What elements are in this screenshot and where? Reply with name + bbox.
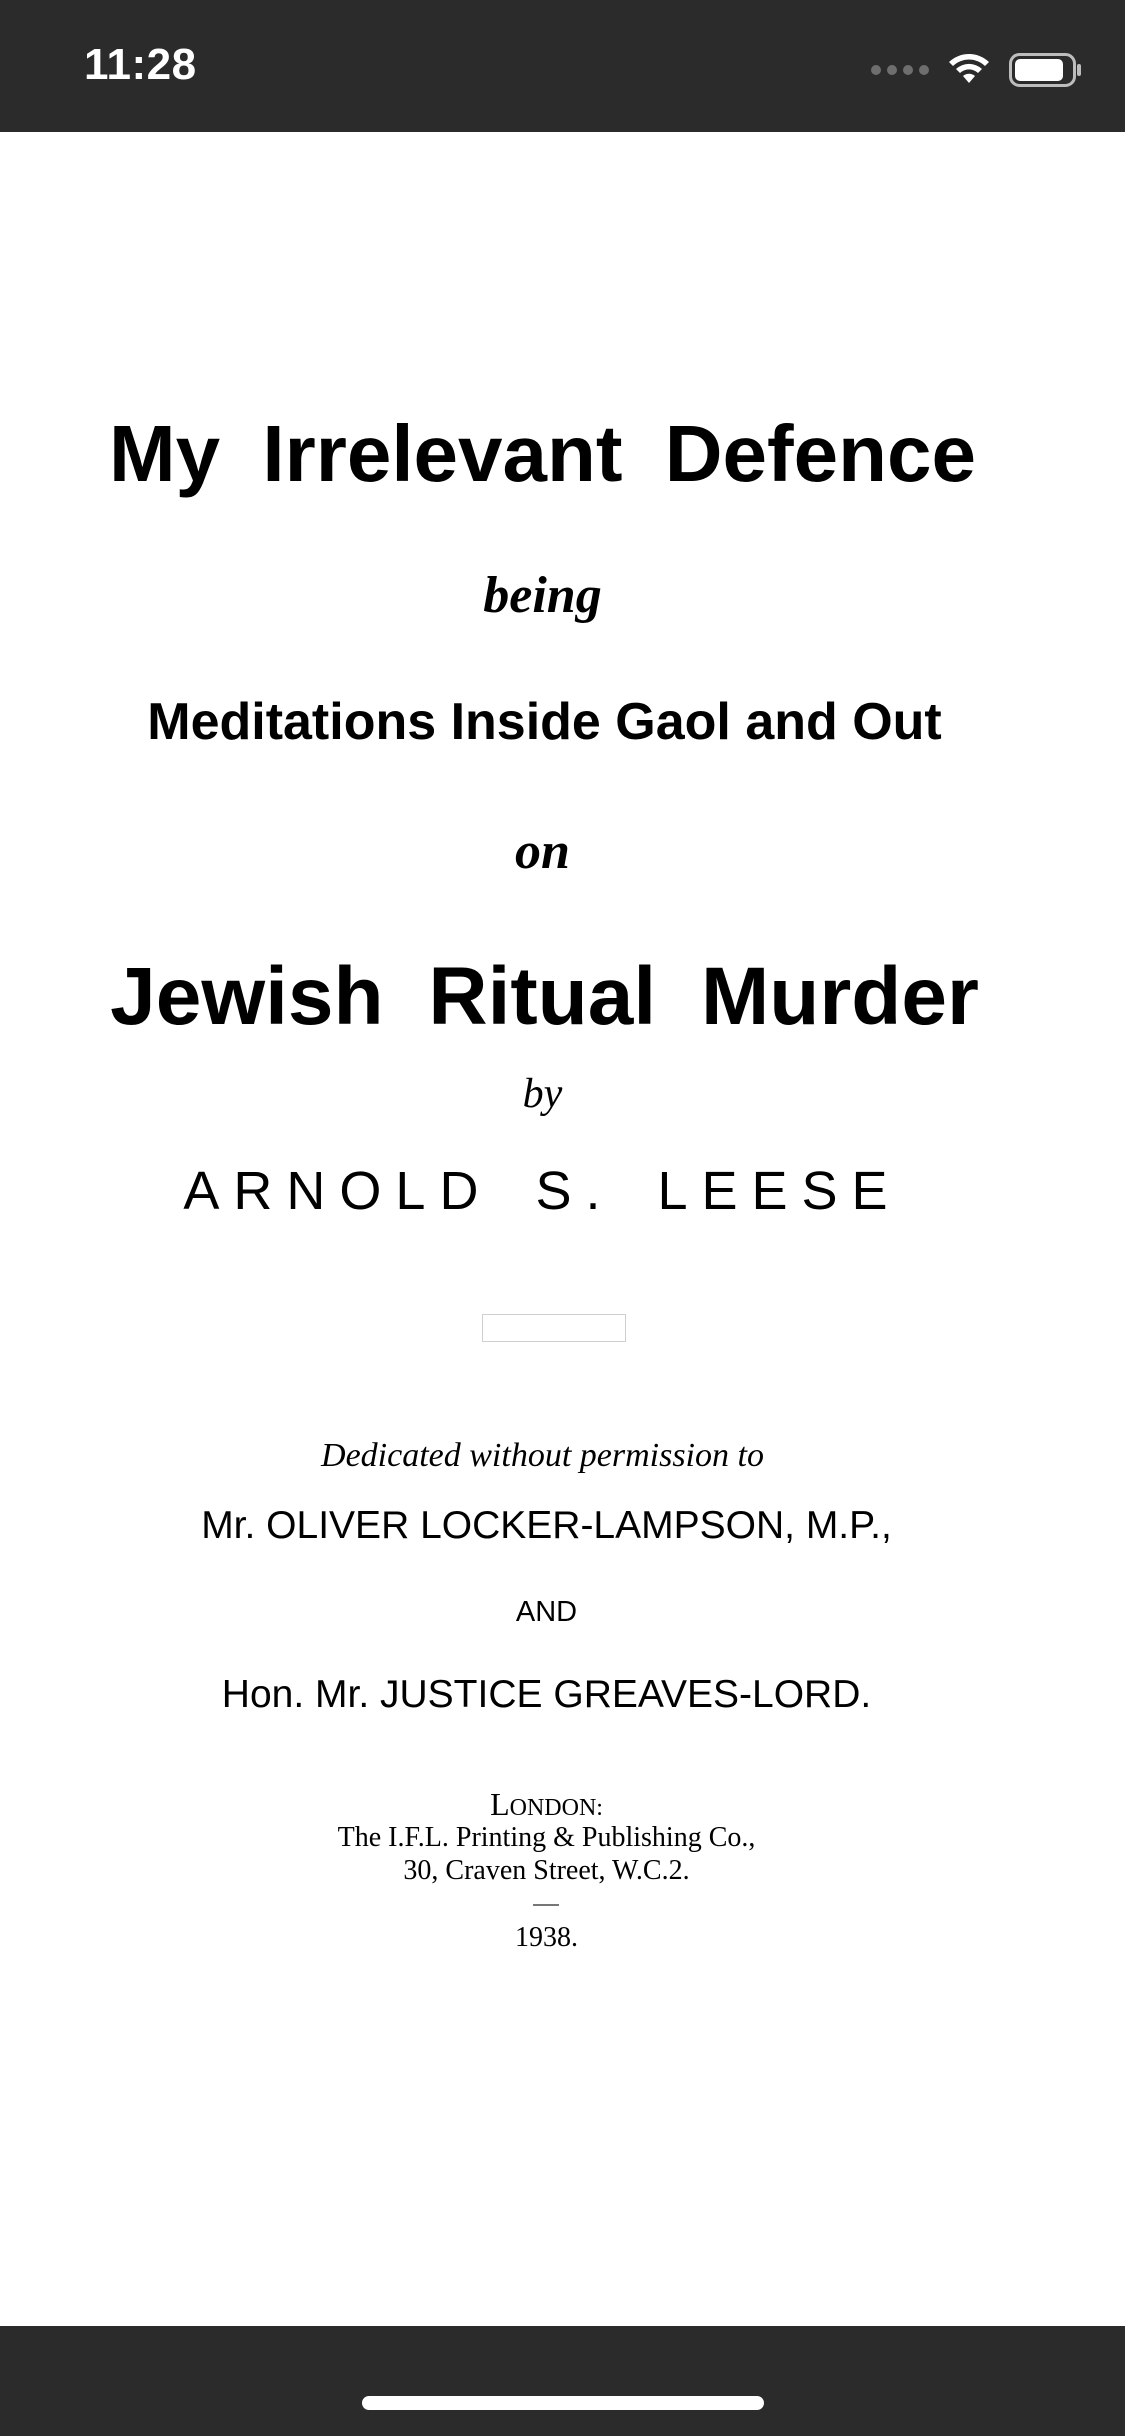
author-name: ARNOLD S. LEESE: [183, 1161, 902, 1221]
publisher-city-rest: ONDON:: [509, 1795, 603, 1821]
home-indicator[interactable]: [362, 2396, 764, 2410]
book-subject: Jewish Ritual Murder: [110, 951, 979, 1042]
publisher-name: The I.F.L. Printing & Publishing Co.,: [337, 1822, 756, 1853]
publisher-city: [0, 1786, 1109, 1823]
status-icons: [871, 48, 1083, 92]
cellular-signal-icon: [871, 65, 929, 75]
dedicatee-1: Mr. OLIVER LOCKER-LAMPSON, M.P.,: [201, 1504, 892, 1547]
connector-on: on: [515, 823, 570, 880]
status-time: 11:28: [84, 40, 197, 89]
book-subtitle: Meditations Inside Gaol and Out: [147, 693, 942, 751]
publisher-city-initial: L: [490, 1786, 510, 1822]
dedication-and: AND: [515, 1596, 578, 1628]
dedication-intro: Dedicated without permission to: [321, 1437, 764, 1474]
battery-icon: [1009, 53, 1083, 87]
connector-by: by: [522, 1071, 563, 1117]
dedicatee-2: Hon. Mr. JUSTICE GREAVES-LORD.: [221, 1673, 872, 1716]
publisher-address: 30, Craven Street, W.C.2.: [403, 1855, 690, 1886]
status-bar: [0, 0, 1125, 132]
publication-year: 1938.: [515, 1922, 578, 1953]
connector-being: being: [483, 567, 602, 624]
wifi-icon: [947, 53, 991, 87]
bottom-bar: [0, 2326, 1125, 2436]
book-title: My Irrelevant Defence: [108, 409, 977, 498]
divider: [533, 1904, 559, 1906]
book-title-page[interactable]: [0, 132, 1125, 2326]
image-placeholder: [482, 1314, 626, 1342]
